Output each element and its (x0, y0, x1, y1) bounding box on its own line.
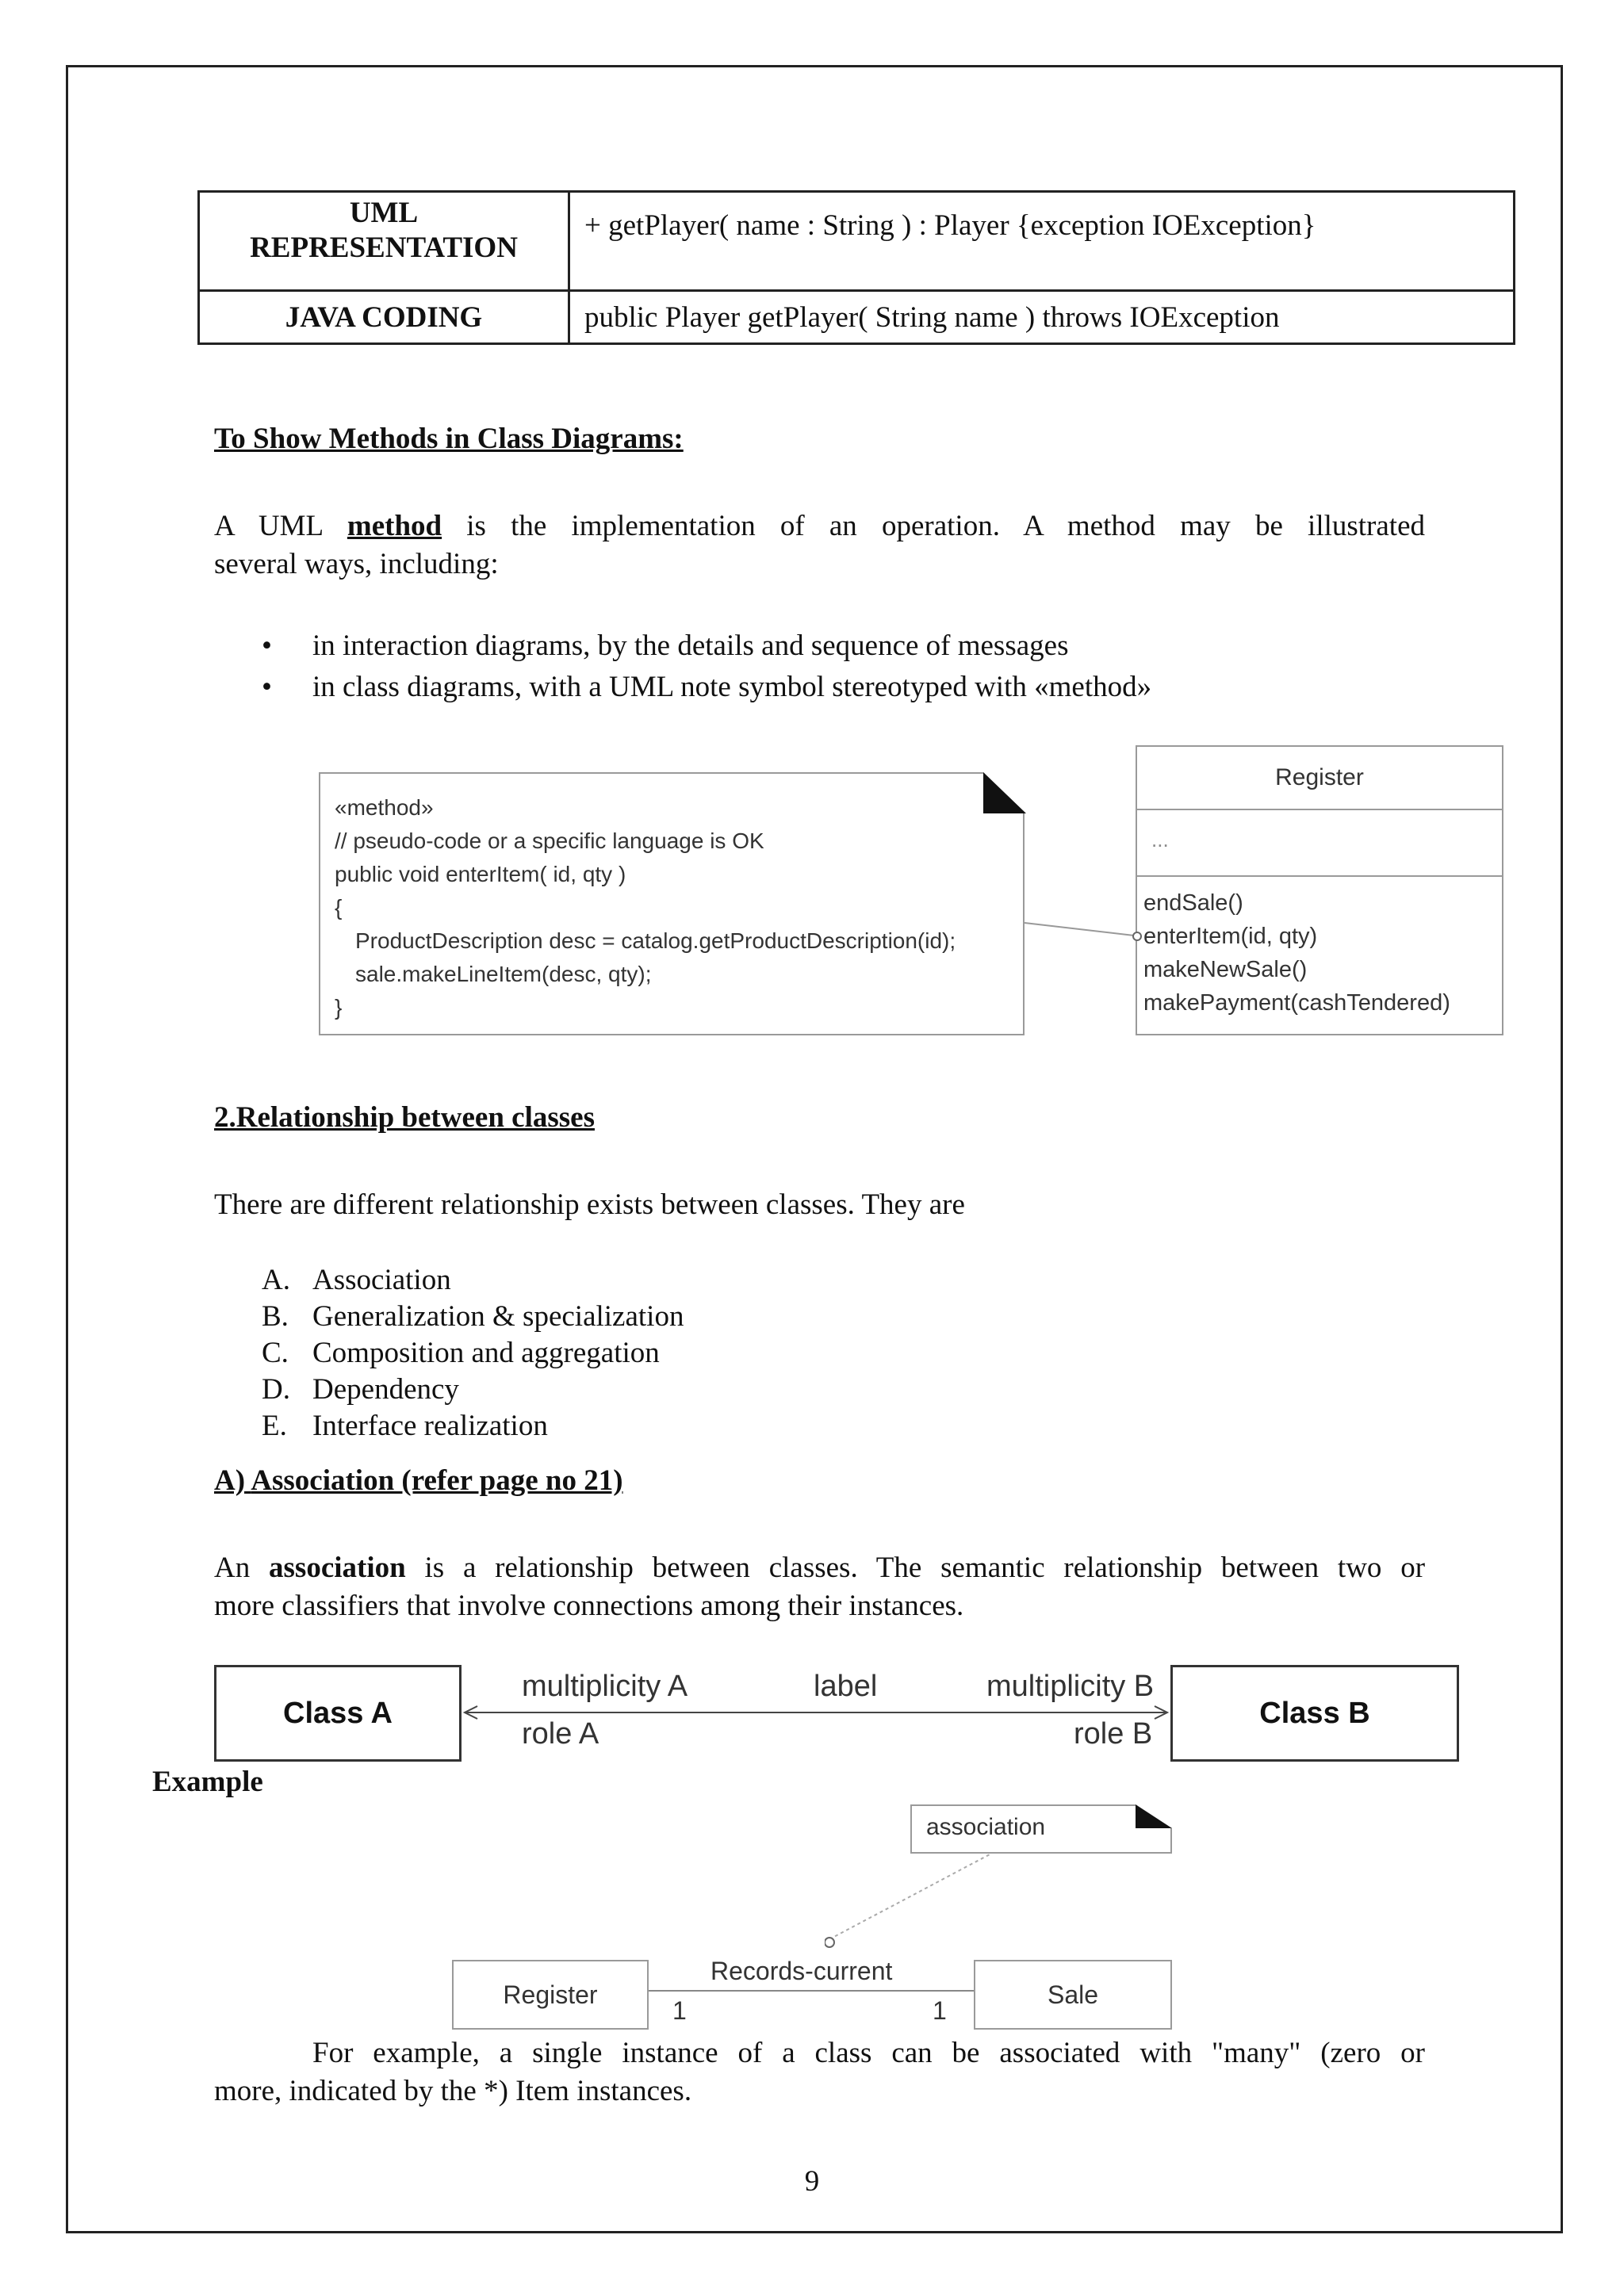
note-corner-icon (1136, 1803, 1174, 1830)
list-item: • in interaction diagrams, by the details and sequence of messages (214, 626, 1483, 667)
note-line: ProductDescription desc = catalog.getProductDescription(id); (355, 928, 956, 953)
table-header-uml: UML REPRESENTATION (199, 192, 569, 291)
register-class-name: Register (503, 1980, 598, 2009)
association-heading (214, 1464, 623, 1498)
methods-bullet-list (214, 626, 1483, 708)
method-note (319, 772, 1025, 1035)
closing-line1: For example, a single instance of a class can be associated with "many" (zero or (312, 2037, 1425, 2069)
example-label: Example (152, 1766, 263, 1798)
table-row (199, 291, 1515, 344)
association-note-text: association (926, 1814, 1046, 1840)
register-class-box (1136, 745, 1503, 1035)
list-item: E. Interface realization (262, 1410, 548, 1442)
methods-para-line2: several ways, including: (214, 548, 499, 580)
list-item: B. Generalization & specialization (262, 1300, 684, 1333)
note-line: { (335, 895, 343, 920)
association-heading-text: Association (refer page no 21) (251, 1464, 623, 1497)
compartment-divider (1137, 875, 1502, 877)
register-class-box (452, 1960, 649, 2030)
right-multiplicity: 1 (933, 1996, 947, 2025)
note-corner-icon (983, 771, 1028, 815)
class-a-box (214, 1665, 462, 1762)
operation-item: makePayment(cashTendered) (1143, 990, 1450, 1016)
role-b: role B (1074, 1717, 1153, 1751)
register-operations (1143, 886, 1450, 1020)
uml-java-table (197, 190, 1515, 345)
operation-item: makeNewSale() (1143, 957, 1308, 982)
class-b-box (1170, 1665, 1459, 1762)
association-paragraph (214, 1549, 1425, 1625)
role-a: role A (522, 1717, 599, 1751)
methods-para-line1 (214, 507, 1425, 545)
closing-paragraph (214, 2034, 1425, 2110)
relationship-intro: There are different relationship exists between classes. They are (214, 1188, 965, 1221)
relationship-heading: 2.Relationship between classes (214, 1101, 595, 1134)
records-current-label: Records-current (710, 1957, 893, 1985)
association-heading-prefix: A) (214, 1464, 246, 1497)
table-header-java: JAVA CODING (199, 291, 569, 344)
left-multiplicity: 1 (672, 1996, 687, 2025)
closing-line2: more, indicated by the *) Item instances. (214, 2075, 692, 2107)
methods-heading: To Show Methods in Class Diagrams: (214, 423, 684, 455)
table-row (199, 192, 1515, 291)
list-item: C. Composition and aggregation (262, 1337, 660, 1369)
methods-paragraph (214, 507, 1425, 584)
para-prefix: A UML (214, 510, 323, 542)
association-para-line2: more classifiers that involve connections among their instances. (214, 1590, 964, 1622)
note-line: // pseudo-code or a specific language is OK (335, 828, 764, 853)
table-cell-java: public Player getPlayer( String name ) throws IOException (569, 291, 1515, 344)
list-item: D. Dependency (262, 1373, 459, 1406)
para-rest: is the implementation of an operation. A method may be illustrated (466, 510, 1425, 542)
method-keyword: method (347, 510, 442, 542)
list-item: A. Association (262, 1264, 451, 1296)
note-line: public void enterItem( id, qty ) (335, 862, 626, 886)
note-line: } (335, 995, 343, 1020)
relationship-list (214, 1262, 684, 1445)
note-connector (825, 1850, 999, 1954)
register-attributes: ... (1151, 828, 1169, 851)
multiplicity-a: multiplicity A (522, 1670, 688, 1703)
association-keyword: association (269, 1552, 406, 1584)
sale-class-name: Sale (1047, 1980, 1099, 2009)
table-cell-uml: + getPlayer( name : String ) : Player {exception IOException} (569, 192, 1515, 291)
association-para-line1 (214, 1549, 1425, 1587)
list-item: • in class diagrams, with a UML note symbol stereotyped with «method» (214, 667, 1483, 708)
operation-item: enterItem(id, qty) (1143, 924, 1318, 949)
sale-class-box (974, 1960, 1172, 2030)
page-number: 9 (804, 2165, 820, 2198)
association-note (910, 1804, 1172, 1854)
class-b-name: Class B (1259, 1697, 1370, 1730)
multiplicity-b: multiplicity B (986, 1670, 1155, 1703)
note-line: sale.makeLineItem(desc, qty); (355, 962, 652, 986)
note-connector (1023, 920, 1142, 943)
method-note-text (335, 791, 956, 1024)
note-line: «method» (335, 795, 434, 820)
records-current-line (649, 1987, 974, 1995)
para-rest: is a relationship between classes. The semantic relationship between two or (424, 1552, 1426, 1584)
class-a-name: Class A (283, 1697, 393, 1730)
page-border (66, 65, 1563, 2233)
association-label: label (814, 1670, 878, 1703)
register-class-name: Register (1137, 747, 1502, 810)
operation-item: endSale() (1143, 890, 1243, 916)
para-prefix: An (214, 1552, 251, 1584)
